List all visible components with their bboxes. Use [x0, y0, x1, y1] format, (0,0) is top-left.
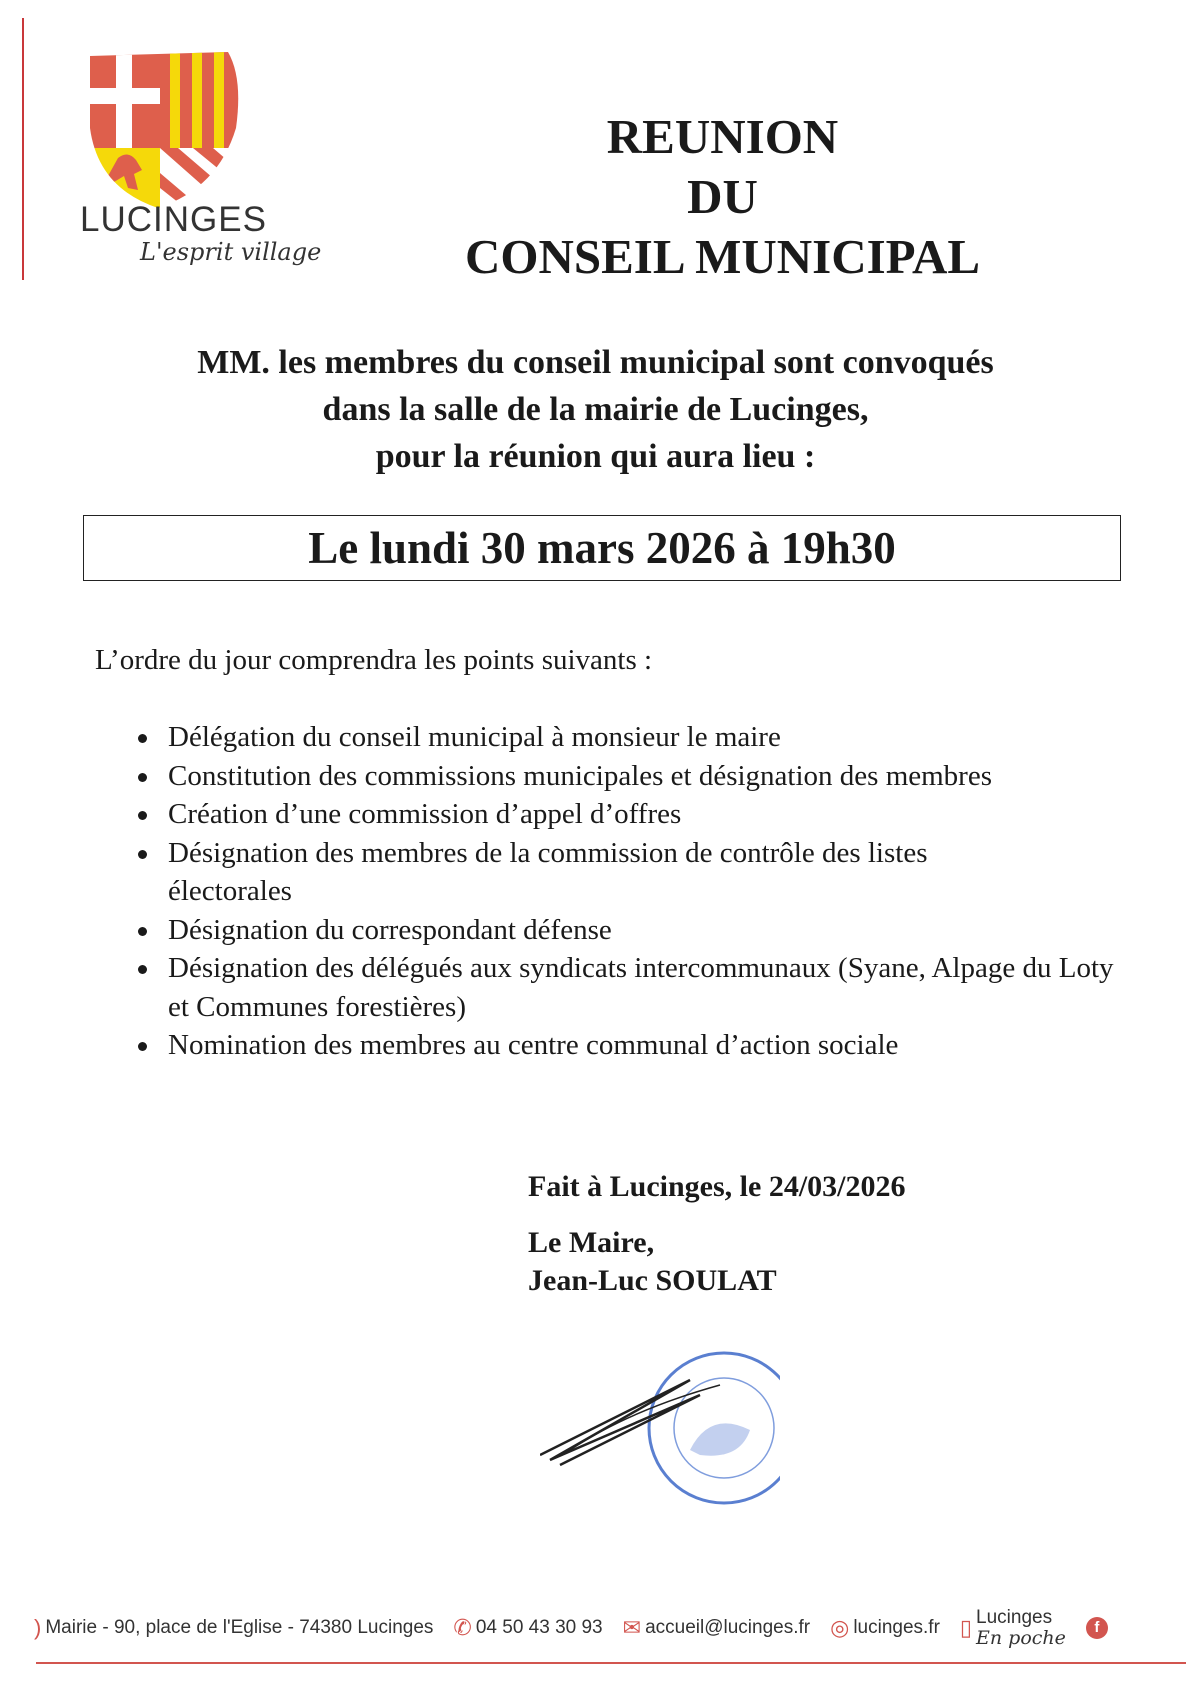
agenda-intro: L’ordre du jour comprendra les points suivants : — [95, 644, 653, 676]
footer-app — [960, 1608, 1066, 1648]
bullet-icon — [138, 811, 147, 820]
app-name-line-1: Lucinges — [976, 1607, 1053, 1628]
agenda-item-text: Délégation du conseil municipal à monsieur le maire — [168, 721, 781, 753]
official-stamp-and-signature — [540, 1340, 780, 1510]
agenda-item-text: Désignation des délégués aux syndicats intercommunaux (Syane, Alpage du Loty et Communes forestières) — [168, 952, 1114, 1023]
bullet-icon — [138, 927, 147, 936]
bullet-icon — [138, 850, 147, 859]
footer-phone — [453, 1615, 602, 1641]
agenda-item — [130, 949, 1120, 1026]
footer-contact-bar — [34, 1607, 1164, 1649]
app-name-line-2: En poche — [976, 1627, 1066, 1649]
footer-rule — [36, 1662, 1186, 1664]
intro-line-1: MM. les membres du conseil municipal sont convoqués — [197, 344, 994, 381]
agenda-item — [130, 757, 1120, 796]
email-link[interactable]: accueil@lucinges.fr — [645, 1617, 811, 1638]
agenda-item-text: Désignation du correspondant défense — [168, 913, 612, 946]
brand-name: LUCINGES — [80, 200, 267, 239]
title-line-2: DU — [687, 169, 758, 224]
globe-icon: ◎ — [830, 1615, 850, 1640]
address-text: Mairie - 90, place de l'Eglise - 74380 Lucinges — [45, 1617, 434, 1638]
agenda-item — [130, 834, 1120, 911]
agenda-item-text: Nomination des membres au centre communal d’action sociale — [168, 1029, 899, 1061]
agenda-item-text: Désignation des membres de la commission de contrôle des listes électorales — [168, 836, 928, 907]
agenda-item-text: Constitution des commissions municipales et désignation des membres — [168, 759, 992, 792]
bullet-icon — [138, 1042, 147, 1051]
title-line-1: REUNION — [606, 109, 839, 164]
agenda-item-text: Création d’une commission d’appel d’offres — [168, 798, 682, 830]
place-date: Fait à Lucinges, le 24/03/2026 — [528, 1170, 906, 1203]
meeting-date-box: Le lundi 30 mars 2026 à 19h30 — [83, 515, 1121, 581]
footer-email[interactable] — [623, 1615, 810, 1641]
bullet-icon — [138, 965, 147, 974]
bullet-icon — [138, 773, 147, 782]
footer-website[interactable] — [830, 1615, 940, 1641]
mobile-app-icon: ▯ — [959, 1615, 973, 1640]
facebook-icon[interactable]: f — [1086, 1617, 1108, 1639]
location-icon: ) — [34, 1615, 42, 1640]
agenda-list — [130, 718, 1120, 1065]
brand-tagline: L'esprit village — [140, 238, 322, 266]
agenda-item — [130, 795, 1120, 834]
phone-text: 04 50 43 30 93 — [475, 1617, 603, 1638]
mail-icon: ✉ — [622, 1615, 642, 1640]
signatory-name: Jean-Luc SOULAT — [528, 1264, 777, 1297]
website-link[interactable]: lucinges.fr — [853, 1617, 940, 1638]
title-line-3: CONSEIL MUNICIPAL — [464, 229, 981, 284]
bullet-icon — [138, 734, 147, 743]
margin-rule — [22, 18, 24, 280]
agenda-item — [130, 718, 1120, 757]
intro-line-2: dans la salle de la mairie de Lucinges, — [322, 391, 869, 428]
coat-of-arms-logo — [88, 48, 248, 208]
intro-line-3: pour la réunion qui aura lieu : — [375, 438, 816, 475]
agenda-item — [130, 911, 1120, 950]
footer-address — [34, 1615, 433, 1641]
phone-icon: ✆ — [453, 1615, 472, 1640]
agenda-item — [130, 1026, 1120, 1065]
signatory-role: Le Maire, — [528, 1226, 655, 1259]
